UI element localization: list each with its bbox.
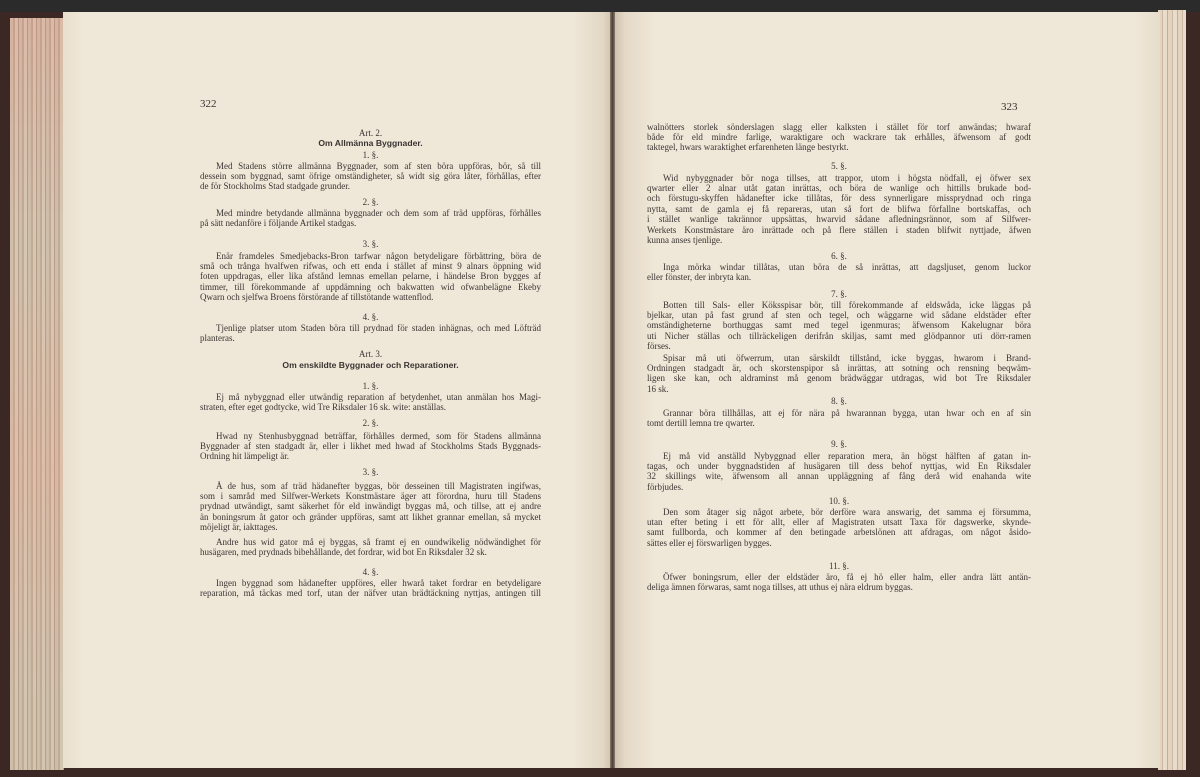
text-line: och förstugu-skyffen hädanefter icke tillåtas, för dess synnerligare missprydnad och ringa: [647, 193, 1031, 204]
paragraph-number: 9. §.: [831, 438, 847, 449]
paragraph: [200, 161, 541, 192]
text-line: Wid nybyggnader bör noga tillses, att trappor, utom i högsta nödfall, ej öfwer sex: [663, 172, 1031, 183]
text-line: walnötters storlek sönderslagen slagg eller kalksten i stället för torf anwändas; hwaraf: [647, 121, 1031, 132]
paragraph-number: 5. §.: [831, 160, 847, 171]
paragraph-number: 4. §.: [362, 311, 379, 322]
paragraph-number: 1. §.: [362, 149, 379, 160]
text-line: som i samråd med Silfwer-Werkets Konstmästare äger att förordna, huru till Stadens: [200, 490, 541, 501]
text-line: Med Stadens större allmänna Byggnader, som af sten böra uppföras, bör, så till: [216, 160, 541, 171]
text-line: förbjudes.: [647, 481, 684, 492]
paragraph: [200, 251, 541, 303]
paragraph: [647, 572, 1031, 593]
text-line: prydnad utwändigt, samt säkerhet för eld inwändigt byggas må, och tillse, att ej andre: [200, 501, 541, 512]
text-line: Inga mörka windar tillåtas, utan böra de så inrättas, att dagsljuset, genom luckor: [663, 261, 1031, 272]
paragraph: [647, 507, 1031, 549]
paragraph: [647, 173, 1031, 246]
paragraph: [647, 122, 1031, 153]
text-line: timmer, till förekommande af uppdämning och bakwatten wid ofwanbelägne Ekeby: [200, 281, 541, 292]
text-line: deliga ämnen förwaras, samt noga tillses, att uthus ej nära eldrum byggas.: [647, 581, 913, 592]
text-line: taktegel, hwars waraktighet erfarenheten länge bestyrkt.: [647, 142, 849, 153]
text-line: de för Stockholms Stad stadgade grunder.: [200, 181, 350, 192]
text-line: sättes eller ej förswarligen bygges.: [647, 537, 772, 548]
paragraph-number: 2. §.: [362, 196, 379, 207]
text-line: små och trånga hvalfwen rifwas, och ett enda i stället af minst 9 alnars öppning wid: [200, 260, 541, 271]
text-line: på sätt nedanföre i följande Artikel stadgas.: [200, 217, 357, 228]
text-line: eller fönster, der inbryta kan.: [647, 271, 752, 282]
text-line: Grannar böra tillhållas, att ej för nära på hwarannan bygga, utan hwar och en af sin: [663, 407, 1031, 418]
page-edges-right: [1158, 10, 1186, 770]
text-line: Den som åtager sig något arbete, bör derföre wara answarig, det samma ej försumma,: [663, 506, 1031, 517]
text-line: tagas, och under byggnadstiden af husägaren till dess behof nyttjas, wid En Riksdaler: [647, 460, 1031, 471]
text-line: uti Nicher ställas och tillräckeligen derifrån skiljas, samt med glödpannor uti dörr-ramen: [647, 330, 1031, 341]
article-label: Art. 2.: [358, 127, 383, 138]
text-line: i stället wanlige takrännor uppsättas, hwarvid sådane afledningsrännor, som af Silfwer-: [647, 214, 1031, 225]
text-line: både för eld mindre farlige, waraktigare och wackrare tak erhålles, äfwensom af godt: [647, 131, 1031, 142]
text-line: Qwarn och sjelfwa Broens förstörande af tillstötande wattenflod.: [200, 292, 434, 303]
text-line: Å de hus, som af träd hädanefter byggas, bör desseinen till Magistraten ingifwas,: [216, 480, 541, 491]
paragraph: [647, 262, 1031, 283]
text-line: Ordningen stadgadt är, och skorstenspipor så inrättas, att sotning och rensning beqwäm-: [647, 362, 1031, 373]
text-line: husägaren, med prydnads bibehållande, det fordrar, wid bot En Riksdaler 32 sk.: [200, 546, 487, 557]
text-line: Ej må nybyggnad eller utwändig reparation af betydenhet, utan anmälan hos Magi-: [216, 391, 541, 402]
text-line: Spisar må uti öfwerrum, utan särskildt tillstånd, icke byggas, hwarom i Brand-: [663, 352, 1031, 363]
text-line: Ej må vid anställd Nybyggnad eller reparation mera, än högst hälften af gatan in-: [663, 450, 1031, 461]
text-line: utan efter beting i ett för allt, eller af Magistraten utsatt Taxa för dagswerke, skynde-: [647, 516, 1031, 527]
paragraph: [200, 431, 541, 462]
page-edges-left: [10, 18, 64, 770]
paragraph-number: 10. §.: [828, 495, 850, 506]
paragraph: [647, 353, 1031, 395]
book-gutter: [610, 12, 615, 768]
text-line: kunna anses tjenlige.: [647, 234, 723, 245]
paragraph: [647, 300, 1031, 352]
paragraph-number: 8. §.: [831, 395, 847, 406]
paragraph-number: 6. §.: [831, 250, 847, 261]
text-line: Botten till Sals- eller Köksspisar bör, till förekommande af eldswåda, icke läggas på: [663, 299, 1031, 310]
text-line: 16 sk.: [647, 383, 669, 394]
paragraph: [647, 451, 1031, 493]
text-line: nytta, samt de gamla ej få repareras, utan så fort de blifwa förfallne bortskaffas, och: [647, 203, 1031, 214]
section-heading: Om Allmänna Byggnader.: [318, 137, 423, 148]
text-line: Tjenlige platser utom Staden böra till prydnad för staden inhägnas, och med Löfträd: [216, 322, 541, 333]
paragraph: [200, 392, 541, 413]
text-line: Ordning hit lämpeligt är.: [200, 451, 289, 462]
text-line: Enär framdeles Smedjebacks-Bron tarfwar någon betydeligare förbättring, böra de: [216, 250, 541, 261]
paragraph-number: 11. §.: [829, 560, 849, 571]
paragraph: [200, 208, 541, 229]
paragraph-number: 1. §.: [362, 380, 379, 391]
article-label: Art. 3.: [358, 348, 383, 359]
text-line: bjelkar, utan på fast grund af sten och tegel, och wäggarne wid sådane eldstäder efter: [647, 309, 1031, 320]
text-line: samt fullborda, och kommer af den betingade arbetslönen att afdragas, om något åsido-: [647, 527, 1031, 538]
paragraph-number: 2. §.: [362, 417, 379, 428]
text-line: Med mindre betydande allmänna byggnader och dem som af träd uppföras, förhålles: [216, 207, 541, 218]
paragraph: [200, 323, 541, 344]
paragraph: [200, 578, 541, 599]
text-line: Andre hus wid gator må ej byggas, så framt ej en oundwikelig nödwändighet för: [216, 536, 541, 547]
text-line: möjeligt är, iakttages.: [200, 522, 278, 533]
text-line: Werkets Konstmästare äro inrättade och på flere ställen i staden blifwit nyttjade, äfwen: [647, 224, 1031, 235]
text-line: 32 skillings wite, äfwensom all annan uppläggning af fång derå wid enahanda wite: [647, 471, 1031, 482]
paragraph-number: 7. §.: [831, 288, 847, 299]
text-line: Öfwer boningsrum, eller der eldstäder äro, få ej hö eller halm, eller andra lätt antän-: [663, 571, 1031, 582]
paragraph: [200, 481, 541, 533]
paragraph-number: 3. §.: [362, 238, 379, 249]
text-line: tomt dertill lemna tre qwarter.: [647, 417, 755, 428]
page-number: 322: [200, 98, 217, 110]
text-line: straten, efter eget godtycke, wid Tre Riksdaler 16 sk. wite: anställas.: [200, 401, 446, 412]
paragraph: [647, 408, 1031, 429]
text-line: reparation, må täckas med torf, utan der näfver utan brädtäckning nyttjas, antingen till: [200, 587, 541, 598]
text-line: omständigheterne borthuggas samt med tegel igenmuras; äfwensom Kakelugnar böra: [647, 320, 1031, 331]
text-line: qwarter eller 2 alnar utåt gatan inrättas, och böra de wanlige och hittills brukade bod-: [647, 182, 1031, 193]
paragraph-number: 3. §.: [362, 466, 379, 477]
text-line: planteras.: [200, 332, 235, 343]
section-heading: Om enskildte Byggnader och Reparationer.: [282, 359, 459, 370]
text-line: Byggnader af sten stadgadt är, eller i likhet med hwad af Stockholms Stads Byggnads-: [200, 440, 541, 451]
text-line: foten uppdragas, eller lika afstånd lemnas emellan pelarne, i händelse Bron bygges af: [200, 271, 541, 282]
paragraph-number: 4. §.: [362, 566, 379, 577]
text-line: Ingen byggnad som hädanefter uppföres, eller hwarå taket fordrar en betydeligare: [216, 577, 541, 588]
text-line: Hwad ny Stenhusbyggnad beträffar, förhålles dermed, som för Stadens allmänna: [216, 430, 541, 441]
text-line: ligen ske kan, och aldraminst må genom brädwäggar utdragas, wid bot Tre Riksdaler: [647, 373, 1031, 384]
text-line: än boningsrum åt gator och gränder uppföras, samt att likhet grannar emellan, så mycket: [200, 511, 541, 522]
paragraph: [200, 537, 541, 558]
text-line: förses.: [647, 341, 671, 352]
page-number: 323: [1001, 101, 1018, 113]
text-line: dessein som byggnad, samt öfrige omständigheter, så widt sig göra låter, förhållas, efter: [200, 170, 541, 181]
